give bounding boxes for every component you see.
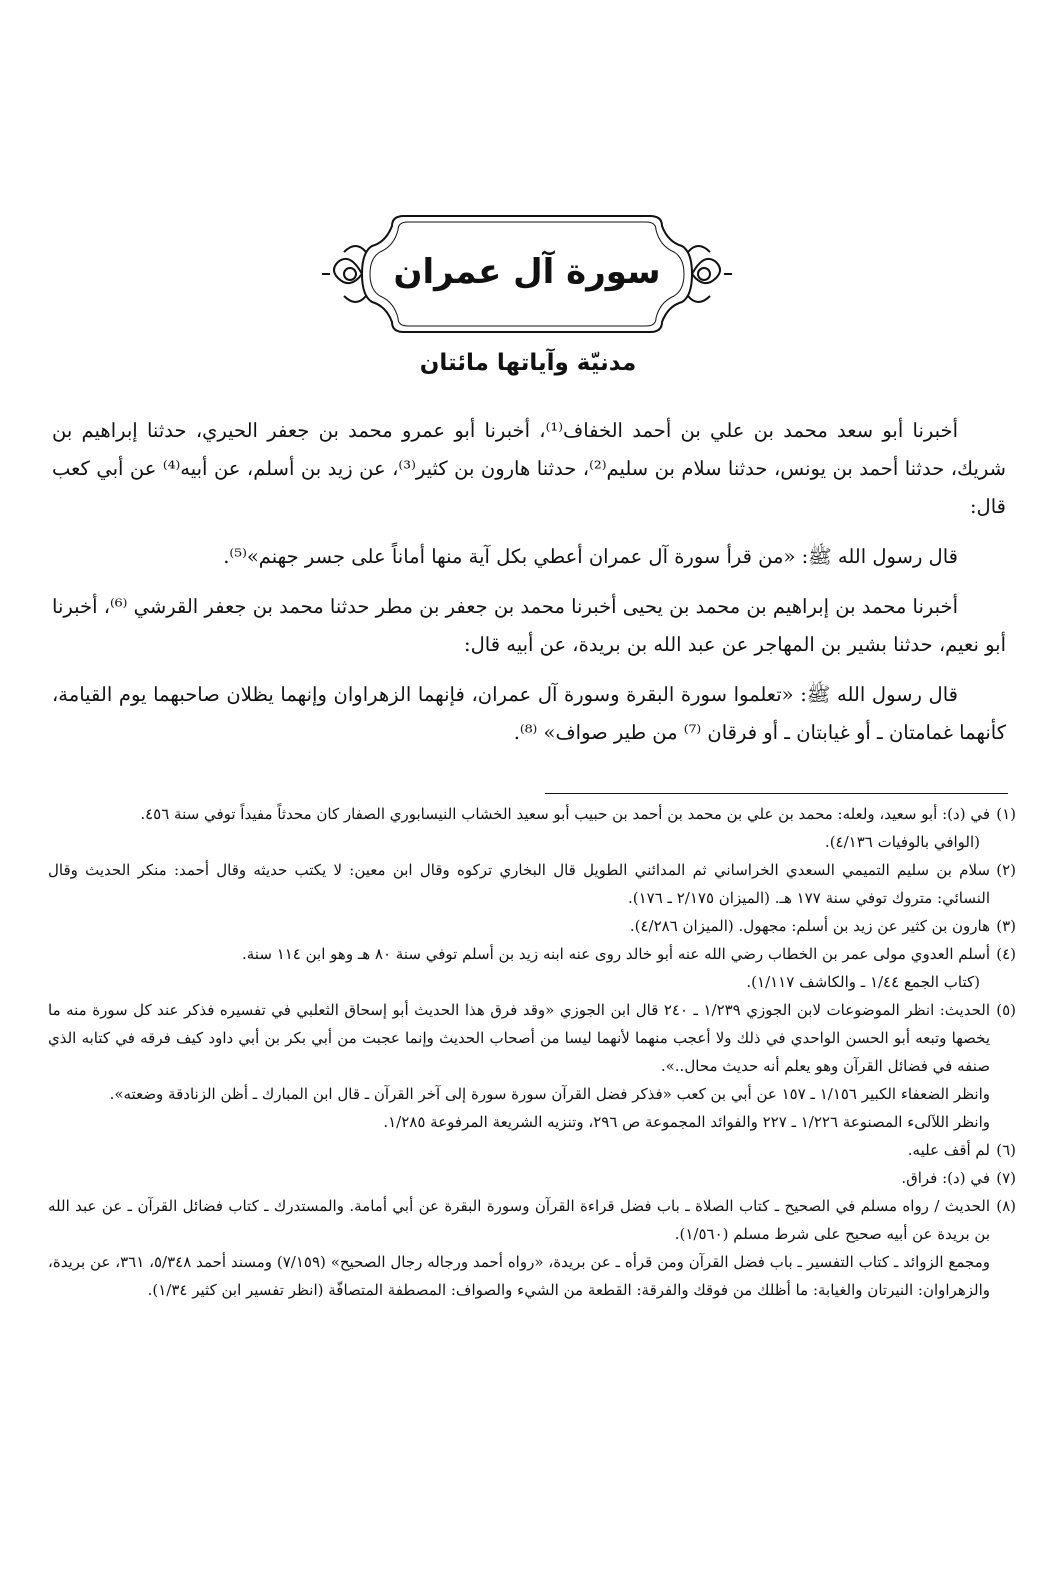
- paragraph: أخبرنا أبو سعد محمد بن علي بن أحمد الخفاف⁽¹⁾، أخبرنا أبو عمرو محمد بن جعفر الحيري، حدثنا إبراهيم بن شريك، حدثنا أحمد بن يونس، حدثنا سلام بن سليم⁽²⁾، حدثنا هارون بن كثير⁽³⁾، عن زيد بن أسلم، عن أبيه⁽⁴⁾ عن أبي كعب قال:: [52, 419, 1006, 518]
- footnotes: [48, 800, 1016, 1304]
- footnote-text: لم أقف عليه.: [907, 1141, 990, 1159]
- footnote-number: (٨): [996, 1197, 1016, 1215]
- footnote-text: سلام بن سليم التميمي السعدي الخراساني ثم المدائني الطويل قال البخاري تركوه وقال ابن معين: لا يكتب حديثه وقال أحمد: منكر الحديث وقال النسائي: متروك توفي سنة ١٧٧ هـ. (الميزان ٢/١٧٥ ـ ١٧٦).: [48, 861, 990, 907]
- footnote-number: (٢): [996, 861, 1016, 879]
- title-cartouche: [322, 212, 732, 336]
- paragraph: قال رسول الله ﷺ: «تعلموا سورة البقرة وسورة آل عمران، فإنهما الزهراوان وإنهما يظلان صاحبهما يوم القيامة، كأنهما غمامتان ـ أو غيابتان ـ أو فرقان ⁽⁷⁾ من طير صواف» ⁽⁸⁾.: [52, 683, 1006, 744]
- footnote-4: [48, 940, 1016, 996]
- footnote-number: (٣): [996, 917, 1016, 935]
- main-text: [52, 412, 1006, 764]
- footnote-number: (٧): [996, 1169, 1016, 1187]
- footnote-text: أسلم العدوي مولى عمر بن الخطاب رضي الله عنه أبو خالد روى عنه ابنه زيد بن أسلم توفي سنة ٨٠ هـ وهو ابن ١١٤ سنة.: [242, 945, 990, 963]
- footnote-5: [48, 996, 1016, 1136]
- footnote-text: الحديث: انظر الموضوعات لابن الجوزي ١/٢٣٩ ـ ٢٤٠ قال ابن الجوزي «وقد فرق هذا الحديث أبو إسحاق الثعلبي في تفسيره فذكر عند كل سورة منه ما يخصها وتبعه أبو الحسن الواحدي في ذلك ولا أعجب منهما لأنهما ليسا من أصحاب الحديث وإنما عجبت من أبي بكر بن أبي داود كيف فرقه في كتابه الذي صنفه في فضائل القرآن وهو يعلم أنه حديث محال..».: [48, 1001, 990, 1075]
- footnote-text: (الوافي بالوفيات ٤/١٣٦).: [824, 833, 980, 851]
- footnote-number: (٦): [996, 1141, 1016, 1159]
- footnote-number: (٥): [996, 1001, 1016, 1019]
- surah-subtitle: مدنيّة وآياتها مائتان: [419, 350, 637, 376]
- footnote-text: في (د): أبو سعيد، ولعله: محمد بن علي بن محمد بن أحمد بن حبيب أبو سعيد الخشاب النيسابوري الصفار كان محدثاً مفيداً توفي سنة ٤٥٦.: [140, 805, 990, 823]
- paragraph: قال رسول الله ﷺ: «من قرأ سورة آل عمران أعطي بكل آية منها أماناً على جسر جهنم»⁽⁵⁾.: [223, 545, 958, 568]
- footnote-3: [48, 912, 1016, 940]
- footnote-text: (كتاب الجمع ١/٤٤ ـ والكاشف ١/١١٧).: [746, 973, 980, 991]
- surah-title: سورة آل عمران: [393, 252, 661, 292]
- footnote-8: [48, 1192, 1016, 1304]
- paragraph: أخبرنا محمد بن إبراهيم بن محمد بن يحيى أخبرنا محمد بن جعفر بن مطر حدثنا محمد بن جعفر القرشي ⁽⁶⁾، أخبرنا أبو نعيم، حدثنا بشير بن المهاجر عن عبد الله بن بريدة، عن أبيه قال:: [52, 595, 1006, 656]
- footnote-text: وانظر اللآلىء المصنوعة ١/٢٢٦ ـ ٢٢٧ والفوائد المجموعة ص ٢٩٦، وتنزيه الشريعة المرفوعة ١/٢٨٥.: [383, 1113, 990, 1131]
- footnote-text: الحديث / رواه مسلم في الصحيح ـ كتاب الصلاة ـ باب فضل قراءة القرآن وسورة البقرة عن أبي أمامة. والمستدرك ـ كتاب فضائل القرآن ـ عن عبد الله بن بريدة عن أبيه صحيح على شرط مسلم (١/٥٦٠).: [48, 1197, 990, 1243]
- footnote-number: (١): [996, 805, 1016, 823]
- footnote-1: [48, 800, 1016, 856]
- footnote-text: في (د): فراق.: [901, 1169, 990, 1187]
- footnote-divider: [545, 793, 1008, 794]
- footnote-text: وانظر الضعفاء الكبير ١/١٥٦ ـ ١٥٧ عن أبي بن كعب «فذكر فضل القرآن سورة سورة إلى آخر القرآن ـ قال ابن المبارك ـ أظن الزنادقة وضعته».: [109, 1085, 990, 1103]
- footnote-text: هارون بن كثير عن زيد بن أسلم: مجهول. (الميزان ٤/٢٨٦).: [629, 917, 990, 935]
- footnote-number: (٤): [996, 945, 1016, 963]
- footnote-text: ومجمع الزوائد ـ كتاب التفسير ـ باب فضل القرآن ومن قرأه ـ عن بريدة، «رواه أحمد ورجاله رجال الصحيح» (٧/١٥٩) ومسند أحمد ٥/٣٤٨، ٣٦١، عن بريدة، والزهراوان: النيرتان والغيابة: ما أظلك من فوقك والفرقة: القطعة من الشيء والصواف: المصطفة المتصافّة (انظر تفسير ابن كثير ١/٣٤).: [48, 1253, 991, 1299]
- footnote-7: [48, 1164, 1016, 1192]
- footnote-6: [48, 1136, 1016, 1164]
- footnote-2: [48, 856, 1016, 912]
